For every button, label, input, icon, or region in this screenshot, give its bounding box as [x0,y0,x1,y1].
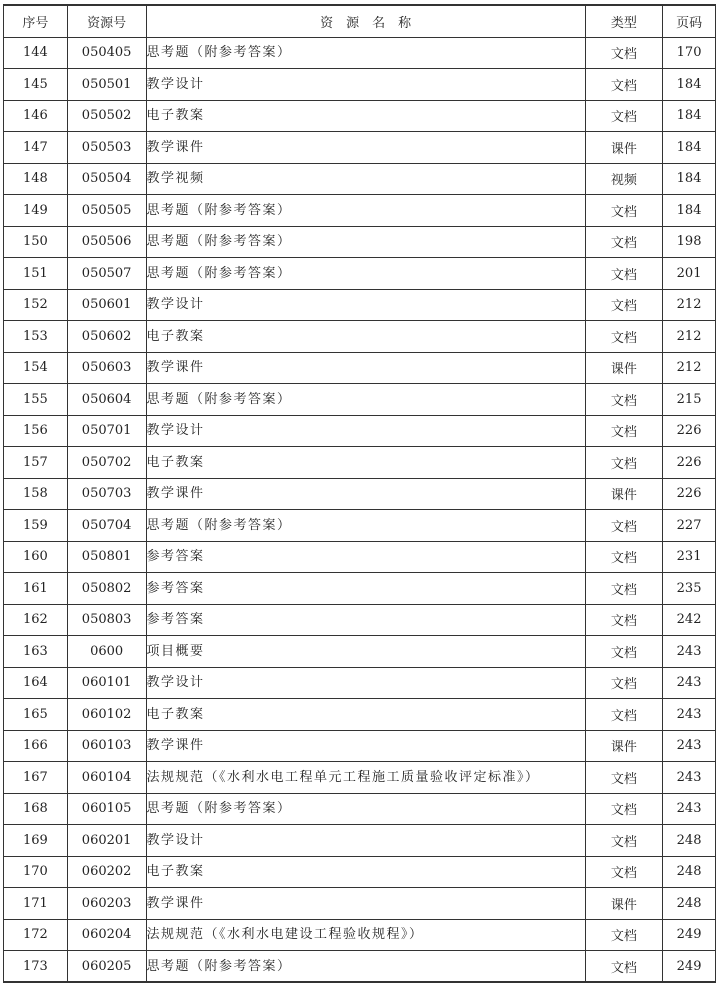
row-seq: 153 [4,321,68,353]
row-page: 243 [663,793,716,825]
row-page: 170 [663,37,716,69]
row-seq: 160 [4,541,68,573]
row-resource-name: 参考答案 [146,573,585,605]
row-type: 视频 [585,163,663,195]
table-row [4,888,716,920]
table-row [4,132,716,164]
header-name: 资 源 名 称 [146,5,585,37]
row-page: 248 [663,856,716,888]
row-seq: 158 [4,478,68,510]
row-type: 文档 [585,699,663,731]
row-page: 212 [663,352,716,384]
table-row [4,195,716,227]
table-row [4,37,716,69]
header-row [4,5,716,37]
row-type: 文档 [585,447,663,479]
row-resource-code: 0600 [67,636,146,668]
row-resource-code: 060205 [67,951,146,983]
row-page: 227 [663,510,716,542]
row-seq: 167 [4,762,68,794]
row-resource-code: 060102 [67,699,146,731]
row-page: 226 [663,415,716,447]
row-page: 231 [663,541,716,573]
row-page: 243 [663,699,716,731]
table-row [4,415,716,447]
row-resource-code: 060103 [67,730,146,762]
table-row [4,951,716,983]
row-page: 184 [663,132,716,164]
row-resource-name: 教学视频 [146,163,585,195]
row-resource-code: 060101 [67,667,146,699]
row-resource-code: 050803 [67,604,146,636]
row-resource-name: 电子教案 [146,699,585,731]
row-type: 文档 [585,573,663,605]
table-row [4,825,716,857]
row-page: 243 [663,730,716,762]
row-page: 215 [663,384,716,416]
row-resource-code: 050704 [67,510,146,542]
row-resource-code: 050405 [67,37,146,69]
row-type: 文档 [585,604,663,636]
row-seq: 149 [4,195,68,227]
row-resource-name: 电子教案 [146,321,585,353]
row-page: 184 [663,100,716,132]
table-row [4,321,716,353]
row-type: 文档 [585,37,663,69]
row-seq: 173 [4,951,68,983]
row-resource-code: 050702 [67,447,146,479]
row-resource-name: 思考题（附参考答案） [146,384,585,416]
row-resource-code: 060201 [67,825,146,857]
row-type: 课件 [585,730,663,762]
row-resource-name: 电子教案 [146,856,585,888]
table-row [4,289,716,321]
row-resource-code: 060105 [67,793,146,825]
row-seq: 165 [4,699,68,731]
header-type: 类型 [585,5,663,37]
table-row [4,793,716,825]
row-page: 249 [663,919,716,951]
table-row [4,69,716,101]
row-page: 248 [663,888,716,920]
row-type: 课件 [585,888,663,920]
row-resource-name: 教学设计 [146,415,585,447]
row-page: 242 [663,604,716,636]
row-seq: 162 [4,604,68,636]
row-resource-code: 050507 [67,258,146,290]
row-seq: 145 [4,69,68,101]
row-seq: 170 [4,856,68,888]
row-type: 课件 [585,478,663,510]
row-resource-name: 教学课件 [146,352,585,384]
row-resource-name: 思考题（附参考答案） [146,258,585,290]
row-page: 235 [663,573,716,605]
row-type: 文档 [585,951,663,983]
row-resource-code: 050502 [67,100,146,132]
row-resource-name: 电子教案 [146,447,585,479]
row-resource-name: 思考题（附参考答案） [146,793,585,825]
table-row [4,510,716,542]
row-resource-code: 050504 [67,163,146,195]
row-type: 文档 [585,667,663,699]
row-page: 184 [663,195,716,227]
row-seq: 150 [4,226,68,258]
row-page: 212 [663,321,716,353]
row-seq: 151 [4,258,68,290]
row-page: 249 [663,951,716,983]
row-resource-code: 060203 [67,888,146,920]
row-type: 文档 [585,919,663,951]
row-resource-code: 050802 [67,573,146,605]
row-resource-name: 电子教案 [146,100,585,132]
header-code: 资源号 [67,5,146,37]
row-resource-name: 法规规范（《水利水电建设工程验收规程》） [146,919,585,951]
row-resource-name: 项目概要 [146,636,585,668]
row-seq: 161 [4,573,68,605]
row-resource-code: 050506 [67,226,146,258]
table-row [4,226,716,258]
row-page: 184 [663,69,716,101]
row-resource-name: 思考题（附参考答案） [146,510,585,542]
table-row [4,163,716,195]
row-page: 201 [663,258,716,290]
row-page: 243 [663,667,716,699]
row-resource-code: 050701 [67,415,146,447]
row-resource-name: 思考题（附参考答案） [146,226,585,258]
table-row [4,856,716,888]
row-type: 文档 [585,321,663,353]
row-type: 课件 [585,132,663,164]
row-resource-name: 教学课件 [146,132,585,164]
row-seq: 148 [4,163,68,195]
row-seq: 157 [4,447,68,479]
row-resource-code: 050501 [67,69,146,101]
row-resource-code: 050601 [67,289,146,321]
row-type: 文档 [585,226,663,258]
row-seq: 172 [4,919,68,951]
table-row [4,384,716,416]
row-seq: 152 [4,289,68,321]
row-seq: 144 [4,37,68,69]
table-row [4,667,716,699]
resource-table [3,4,716,983]
row-type: 文档 [585,636,663,668]
row-resource-name: 思考题（附参考答案） [146,37,585,69]
row-resource-code: 050602 [67,321,146,353]
row-resource-name: 教学课件 [146,478,585,510]
row-resource-name: 法规规范（《水利水电工程单元工程施工质量验收评定标准》） [146,762,585,794]
header-seq: 序号 [4,5,68,37]
table-row [4,447,716,479]
row-resource-code: 050505 [67,195,146,227]
row-page: 184 [663,163,716,195]
row-resource-name: 教学课件 [146,730,585,762]
row-resource-name: 教学设计 [146,667,585,699]
row-type: 文档 [585,258,663,290]
row-seq: 147 [4,132,68,164]
row-type: 文档 [585,541,663,573]
row-resource-name: 教学设计 [146,825,585,857]
table-row [4,100,716,132]
row-type: 文档 [585,100,663,132]
row-page: 212 [663,289,716,321]
row-type: 文档 [585,856,663,888]
table-row [4,699,716,731]
row-page: 226 [663,447,716,479]
row-seq: 154 [4,352,68,384]
table-row [4,762,716,794]
row-page: 198 [663,226,716,258]
row-seq: 171 [4,888,68,920]
row-resource-name: 教学设计 [146,69,585,101]
row-resource-code: 060104 [67,762,146,794]
row-type: 文档 [585,793,663,825]
row-resource-code: 060204 [67,919,146,951]
row-type: 文档 [585,415,663,447]
row-resource-code: 050603 [67,352,146,384]
table-row [4,573,716,605]
table-row [4,730,716,762]
row-seq: 168 [4,793,68,825]
row-seq: 155 [4,384,68,416]
row-seq: 156 [4,415,68,447]
row-type: 文档 [585,195,663,227]
row-seq: 166 [4,730,68,762]
row-type: 文档 [585,510,663,542]
row-type: 文档 [585,384,663,416]
row-resource-name: 思考题（附参考答案） [146,951,585,983]
table-row [4,604,716,636]
row-type: 课件 [585,352,663,384]
row-page: 243 [663,762,716,794]
row-resource-code: 050703 [67,478,146,510]
table-row [4,541,716,573]
row-seq: 159 [4,510,68,542]
row-page: 248 [663,825,716,857]
row-type: 文档 [585,825,663,857]
header-page: 页码 [663,5,716,37]
row-type: 文档 [585,762,663,794]
row-seq: 146 [4,100,68,132]
table-row [4,919,716,951]
table-body [4,37,716,982]
row-resource-code: 050503 [67,132,146,164]
row-resource-name: 教学设计 [146,289,585,321]
row-type: 文档 [585,289,663,321]
table-row [4,478,716,510]
row-type: 文档 [585,69,663,101]
row-resource-code: 050604 [67,384,146,416]
row-resource-code: 050801 [67,541,146,573]
row-seq: 169 [4,825,68,857]
table-row [4,636,716,668]
row-resource-name: 教学课件 [146,888,585,920]
row-resource-name: 参考答案 [146,604,585,636]
row-page: 226 [663,478,716,510]
row-page: 243 [663,636,716,668]
row-resource-name: 思考题（附参考答案） [146,195,585,227]
row-resource-code: 060202 [67,856,146,888]
row-resource-name: 参考答案 [146,541,585,573]
table-row [4,352,716,384]
table-row [4,258,716,290]
row-seq: 163 [4,636,68,668]
row-seq: 164 [4,667,68,699]
